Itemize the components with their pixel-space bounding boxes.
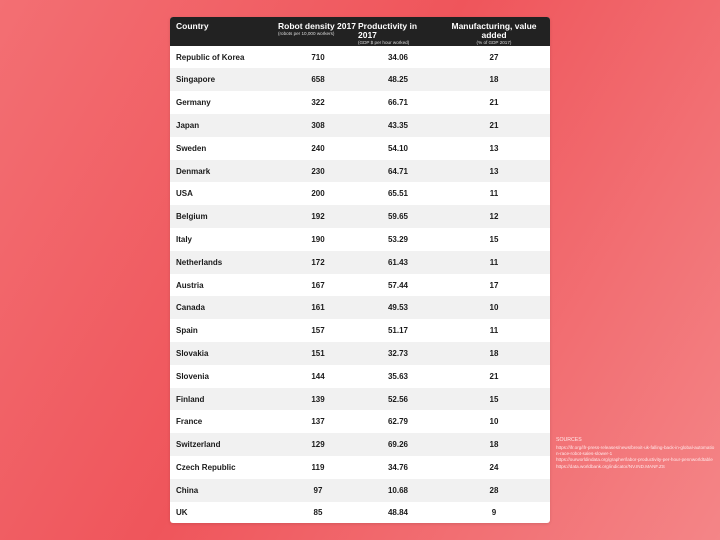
cell-country: Germany <box>176 98 211 108</box>
cell-country: Belgium <box>176 212 208 222</box>
cell-productivity: 65.51 <box>387 189 409 199</box>
table-row <box>170 182 550 205</box>
cell-productivity: 59.65 <box>387 212 409 222</box>
cell-country: USA <box>176 189 193 199</box>
cell-country: France <box>176 417 203 427</box>
cell-country: Spain <box>176 326 198 336</box>
table-row <box>170 91 550 114</box>
cell-productivity: 34.06 <box>387 52 409 62</box>
cell-country: China <box>176 485 199 495</box>
table-row <box>170 205 550 228</box>
cell-robot-density: 119 <box>311 462 325 472</box>
cell-productivity: 43.35 <box>387 120 409 130</box>
cell-country: Slovenia <box>176 371 209 381</box>
robot-density-table <box>170 17 550 523</box>
table-row <box>170 342 550 365</box>
source-link[interactable]: https://data.worldbank.org/indicator/NV.IND.MANF.ZS <box>556 463 665 469</box>
cell-manufacturing: 15 <box>489 394 499 404</box>
cell-country: Sweden <box>176 143 207 153</box>
table-row <box>170 114 550 137</box>
cell-country: Finland <box>176 394 205 404</box>
cell-country: Singapore <box>176 75 216 85</box>
column-header-country: Country <box>176 21 209 31</box>
cell-productivity: 62.79 <box>387 417 409 427</box>
cell-manufacturing: 18 <box>489 348 499 358</box>
table-row <box>170 433 550 456</box>
cell-country: Switzerland <box>176 440 221 450</box>
cell-productivity: 66.71 <box>387 98 409 108</box>
cell-robot-density: 308 <box>311 120 325 130</box>
cell-robot-density: 230 <box>311 166 325 176</box>
cell-country: Japan <box>176 120 200 130</box>
table-row <box>170 251 550 274</box>
sources-heading: SOURCES <box>556 437 582 443</box>
cell-manufacturing: 15 <box>489 234 499 244</box>
cell-robot-density: 658 <box>311 75 325 85</box>
cell-robot-density: 161 <box>311 303 325 313</box>
cell-manufacturing: 11 <box>489 257 499 267</box>
cell-country: Republic of Korea <box>176 52 245 62</box>
cell-productivity: 35.63 <box>387 371 409 381</box>
table-row <box>170 228 550 251</box>
cell-manufacturing: 10 <box>489 417 499 427</box>
cell-manufacturing: 9 <box>491 508 497 518</box>
cell-manufacturing: 18 <box>489 75 499 85</box>
column-subheader-productivity: (GDP $ per hour worked) <box>358 39 410 45</box>
table-row <box>170 296 550 319</box>
column-header-productivity: Productivity in 2017 (GDP $ per hour worked) <box>358 17 438 46</box>
cell-manufacturing: 18 <box>489 440 499 450</box>
cell-productivity: 48.84 <box>387 508 409 518</box>
cell-country: UK <box>176 508 188 518</box>
cell-productivity: 51.17 <box>387 326 409 336</box>
cell-manufacturing: 27 <box>489 52 499 62</box>
cell-productivity: 32.73 <box>387 348 409 358</box>
table-row <box>170 388 550 411</box>
source-link[interactable]: https://ourworldindata.org/grapher/labor-productivity-per-hour-pennworldtable <box>556 457 713 463</box>
cell-productivity: 34.76 <box>387 462 409 472</box>
table-row <box>170 160 550 183</box>
cell-manufacturing: 28 <box>489 485 499 495</box>
table-row <box>170 319 550 342</box>
cell-manufacturing: 13 <box>489 166 499 176</box>
cell-robot-density: 129 <box>311 440 325 450</box>
cell-country: Austria <box>176 280 204 290</box>
cell-robot-density: 192 <box>311 212 325 222</box>
column-subheader-manufacturing: (% of GDP 2017) <box>476 39 512 45</box>
cell-productivity: 69.26 <box>387 440 409 450</box>
table-row <box>170 365 550 388</box>
cell-country: Denmark <box>176 166 211 176</box>
cell-robot-density: 240 <box>311 143 325 153</box>
cell-robot-density: 144 <box>311 371 325 381</box>
cell-robot-density: 322 <box>311 98 325 108</box>
cell-productivity: 64.71 <box>387 166 409 176</box>
column-header-robot-density: Robot density 2017 (robots per 10,000 workers) <box>278 17 358 46</box>
cell-country: Netherlands <box>176 257 223 267</box>
cell-productivity: 49.53 <box>387 303 409 313</box>
cell-robot-density: 137 <box>311 417 325 427</box>
cell-robot-density: 97 <box>313 485 323 495</box>
cell-robot-density: 710 <box>311 52 325 62</box>
table-row <box>170 46 550 69</box>
table-header-row <box>170 17 550 46</box>
cell-productivity: 53.29 <box>387 234 409 244</box>
column-header-manufacturing: Manufacturing, value added (% of GDP 2017) <box>438 17 550 46</box>
table-row <box>170 137 550 160</box>
cell-productivity: 52.56 <box>387 394 409 404</box>
cell-manufacturing: 21 <box>489 98 499 108</box>
cell-manufacturing: 12 <box>489 212 499 222</box>
cell-manufacturing: 10 <box>489 303 499 313</box>
cell-robot-density: 151 <box>311 348 325 358</box>
cell-robot-density: 172 <box>311 257 325 267</box>
table-row <box>170 479 550 502</box>
table-body <box>170 46 550 523</box>
cell-manufacturing: 21 <box>489 371 499 381</box>
cell-productivity: 54.10 <box>387 143 409 153</box>
table-row <box>170 502 550 523</box>
table-row <box>170 68 550 91</box>
cell-robot-density: 167 <box>311 280 325 290</box>
cell-country: Italy <box>176 234 193 244</box>
cell-productivity: 57.44 <box>387 280 409 290</box>
cell-robot-density: 190 <box>311 234 325 244</box>
sources-note <box>556 437 716 470</box>
source-link[interactable]: https://ifr.org/ifr-press-releases/news/brexit-uk-falling-back-in-global-automation-race-robot-sales-slower-1 <box>556 445 715 457</box>
cell-productivity: 48.25 <box>387 75 409 85</box>
cell-country: Czech Republic <box>176 462 236 472</box>
cell-manufacturing: 13 <box>489 143 499 153</box>
table-row <box>170 410 550 433</box>
data-table-card <box>170 17 550 523</box>
cell-country: Slovakia <box>176 348 209 358</box>
column-subheader-robot-density: (robots per 10,000 workers) <box>278 30 335 36</box>
table-row <box>170 274 550 297</box>
cell-manufacturing: 17 <box>489 280 499 290</box>
cell-robot-density: 85 <box>313 508 323 518</box>
cell-manufacturing: 11 <box>489 326 499 336</box>
cell-robot-density: 200 <box>311 189 325 199</box>
cell-robot-density: 157 <box>311 326 325 336</box>
cell-productivity: 61.43 <box>387 257 409 267</box>
cell-manufacturing: 24 <box>489 462 499 472</box>
cell-productivity: 10.68 <box>387 485 409 495</box>
table-row <box>170 456 550 479</box>
cell-manufacturing: 21 <box>489 120 499 130</box>
cell-robot-density: 139 <box>311 394 325 404</box>
cell-country: Canada <box>176 303 205 313</box>
cell-manufacturing: 11 <box>489 189 499 199</box>
